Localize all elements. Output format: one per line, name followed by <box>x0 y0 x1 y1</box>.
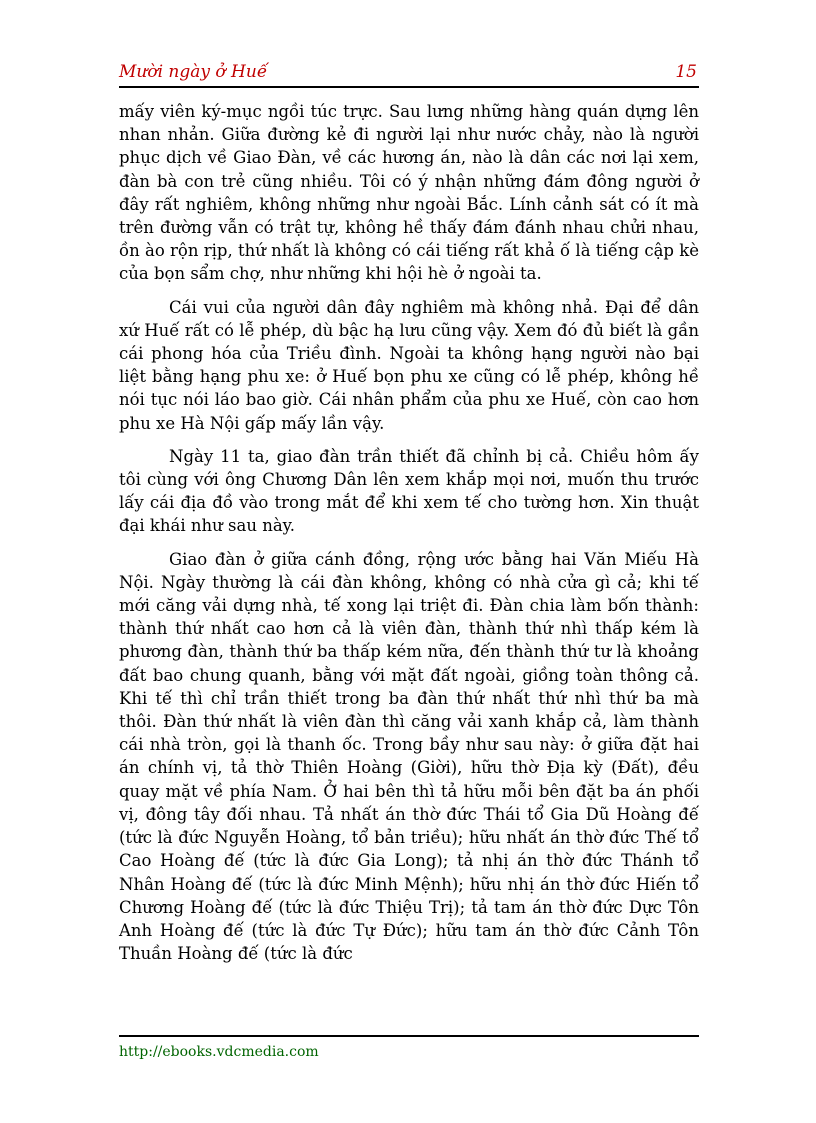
paragraph-3: Ngày 11 ta, giao đàn trần thiết đã chỉnh bị cả. Chiều hôm ấy tôi cùng với ông Chương Dân lên xem khắp mọi nơi, muốn thu trước lấy cái địa đồ vào trong mắt để khi xem tế cho tường hơn. Xin thuật đại khái như sau này. <box>119 446 699 536</box>
paragraph-4: Giao đàn ở giữa cánh đồng, rộng ước bằng hai Văn Miếu Hà Nội. Ngày thường là cái đàn không, không có nhà cửa gì cả; khi tế mới căng vải dựng nhà, tế xong lại triệt đi. Đàn chia làm bốn thành: thành thứ nhất cao hơn cả là viên đàn, thành thứ nhì thấp kém là phương đàn, thành thứ ba thấp kém nữa, đến thành thứ tư là khoảng đất bao chung quanh, bằng với mặt đất ngoài, giồng toàn thông cả. Khi tế thì chỉ trần thiết trong ba đàn thứ nhất thứ nhì thứ ba mà thôi. Đàn thứ nhất là viên đàn thì căng vải xanh khắp cả, làm thành cái nhà tròn, gọi là thanh ốc. Trong bầy như sau này: ở giữa đặt hai án chính vị, tả thờ Thiên Hoàng (Giời), hữu thờ Địa kỳ (Đất), đều quay mặt về phía Nam. Ở hai bên thì tả hữu mỗi bên đặt ba án phối vị, đông tây đối nhau. Tả nhất án thờ đức Thái tổ Gia Dũ Hoàng đế (tức là đức Nguyễn Hoàng, tổ bản triều); hữu nhất án thờ đức Thế tổ Cao Hoàng đế (tức là đức Gia Long); tả nhị án thờ đức Thánh tổ Nhân Hoàng đế (tức là đức Minh Mệnh); hữu nhị án thờ đức Hiến tổ Chương Hoàng đế (tức là đức Thiệu Trị); tả tam án thờ đức Dực Tôn Anh Hoàng đế (tức là đức Tự Đức); hữu tam án thờ đức Cảnh Tôn Thuần Hoàng đế (tức là đức <box>119 549 699 964</box>
footer-divider <box>119 1035 699 1037</box>
paragraph-2: Cái vui của người dân đây nghiêm mà không nhả. Đại để dân xứ Huế rất có lễ phép, dù bậc hạ lưu cũng vậy. Xem đó đủ biết là gần cái phong hóa của Triều đình. Ngoài ta không hạng người nào bại liệt bằng hạng phu xe: ở Huế bọn phu xe cũng có lễ phép, không hề nói tục nói láo bao giờ. Cái nhân phẩm của phu xe Huế, còn cao hơn phu xe Hà Nội gấp mấy lần vậy. <box>119 297 699 433</box>
page-header <box>119 60 699 88</box>
footer-website-link[interactable]: http://ebooks.vdcmedia.com <box>119 1044 319 1060</box>
book-title: Mười ngày ở Huế <box>119 62 268 82</box>
page-number: 15 <box>675 62 697 82</box>
paragraph-1: mấy viên ký-mục ngồi túc trực. Sau lưng những hàng quán dựng lên nhan nhản. Giữa đường kẻ đi người lại như nước chảy, nào là người phục dịch về Giao Đàn, về các hương án, nào là dân các nơi lại xem, đàn bà con trẻ cũng nhiều. Tôi có ý nhận những đám đông người ở đây rất nghiêm, không những như ngoài Bắc. Lính cảnh sát có ít mà trên đường vẫn có trật tự, không hề thấy đám đánh nhau chửi nhau, ồn ào rộn rịp, thứ nhất là không có cái tiếng rất khả ố là tiếng cập kè của bọn sẩm chợ, như những khi hội hè ở ngoài ta. <box>119 102 699 284</box>
body-text <box>119 100 699 975</box>
